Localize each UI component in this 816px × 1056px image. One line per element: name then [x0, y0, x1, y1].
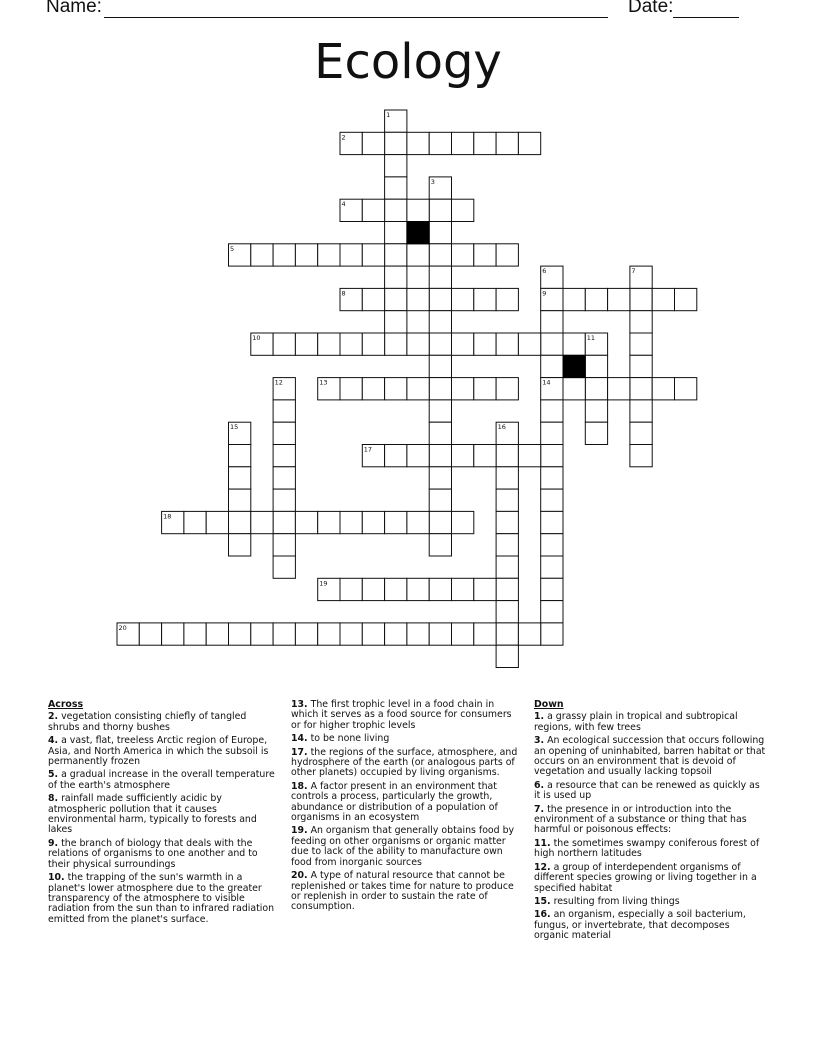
grid-cell[interactable] [541, 601, 563, 623]
clue-text: vegetation consisting chiefly of tangled shrubs and thorny bushes [48, 711, 247, 733]
grid-cell[interactable] [295, 333, 317, 355]
clue-item [534, 805, 766, 836]
clue-text: resulting from living things [553, 895, 680, 907]
clue-number: 5. [48, 769, 59, 781]
grid-cell[interactable] [273, 489, 295, 511]
grid-cell[interactable] [496, 288, 518, 310]
clue-text: an organism, especially a soil bacterium, fungus, or invertebrate, that decomposes organic material [534, 909, 746, 942]
name-label: Name: [46, 0, 102, 17]
cell-number: 10 [252, 334, 261, 342]
grid-cell[interactable] [608, 378, 630, 400]
grid-cell[interactable] [452, 132, 474, 154]
clue-item [48, 712, 280, 733]
grid-cell[interactable] [229, 489, 251, 511]
grid-cell[interactable] [362, 132, 384, 154]
date-label: Date: [628, 0, 674, 17]
grid-cell[interactable] [496, 534, 518, 556]
grid-cell[interactable] [385, 132, 407, 154]
grid-cell[interactable] [273, 422, 295, 444]
grid-cell[interactable] [184, 623, 206, 645]
grid-cell[interactable] [496, 132, 518, 154]
clue-text: the branch of biology that deals with the relations of organisms to one another and to their physical surroundings [48, 837, 258, 870]
grid-cell[interactable] [362, 244, 384, 266]
clue-item [48, 736, 280, 767]
grid-cell[interactable] [429, 578, 451, 600]
grid-cell[interactable] [541, 445, 563, 467]
cell-number: 14 [542, 378, 551, 387]
grid-cell[interactable] [518, 333, 540, 355]
grid-cell[interactable] [407, 132, 429, 154]
grid-cell[interactable] [496, 333, 518, 355]
grid-cell[interactable] [541, 623, 563, 645]
grid-cell[interactable] [362, 511, 384, 533]
grid-cell[interactable] [385, 578, 407, 600]
grid-cell[interactable] [652, 378, 674, 400]
grid-cell[interactable] [295, 244, 317, 266]
grid-cell[interactable] [518, 623, 540, 645]
grid-cell[interactable] [273, 534, 295, 556]
grid-cell[interactable] [496, 244, 518, 266]
grid-cell[interactable] [474, 288, 496, 310]
grid-cell[interactable] [385, 333, 407, 355]
grid-cell[interactable] [541, 422, 563, 444]
clue-item [291, 734, 523, 744]
grid-cell[interactable] [541, 578, 563, 600]
clue-text: a resource that can be renewed as quickly as it is used up [534, 779, 760, 802]
grid-cell[interactable] [295, 511, 317, 533]
grid-cell[interactable] [429, 489, 451, 511]
grid-cell[interactable] [251, 623, 273, 645]
grid-cell[interactable] [675, 288, 697, 310]
grid-cell[interactable] [474, 244, 496, 266]
grid-cell[interactable] [429, 467, 451, 489]
grid-cell[interactable] [541, 311, 563, 333]
grid-cell[interactable] [251, 244, 273, 266]
grid-cell[interactable] [385, 378, 407, 400]
grid-cell[interactable] [362, 578, 384, 600]
clue-item [48, 794, 280, 836]
cell-number: 19 [319, 579, 328, 588]
grid-cell[interactable] [630, 311, 652, 333]
cell-number: 9 [542, 289, 547, 298]
clue-item [291, 748, 523, 779]
grid-cell[interactable] [585, 378, 607, 400]
down-clues [534, 700, 766, 945]
grid-cell[interactable] [474, 132, 496, 154]
grid-cell[interactable] [541, 556, 563, 578]
grid-cell[interactable] [429, 333, 451, 355]
grid-cell[interactable] [585, 400, 607, 422]
black-cell [407, 222, 429, 244]
grid-cell[interactable] [496, 645, 518, 667]
clue-item [291, 700, 523, 731]
grid-cell[interactable] [496, 489, 518, 511]
down-heading: Down [534, 699, 564, 710]
grid-cell[interactable] [251, 511, 273, 533]
grid-cell[interactable] [385, 244, 407, 266]
grid-cell[interactable] [474, 378, 496, 400]
clue-item [534, 712, 766, 733]
grid-cell[interactable] [407, 578, 429, 600]
clue-number: 19. [291, 825, 308, 837]
grid-cell[interactable] [385, 445, 407, 467]
clue-number: 6. [534, 779, 545, 791]
clue-item [534, 897, 766, 907]
grid-cell[interactable] [340, 333, 362, 355]
cell-number: 15 [230, 423, 239, 432]
across-clues [48, 700, 280, 928]
grid-cell[interactable] [496, 556, 518, 578]
grid-cell[interactable] [474, 333, 496, 355]
clue-text: The first trophic level in a food chain in which it serves as a food source for consumers or for higher trophic levels [291, 699, 512, 731]
grid-cell[interactable] [452, 244, 474, 266]
grid-cell[interactable] [340, 578, 362, 600]
grid-cell[interactable] [229, 534, 251, 556]
grid-cell[interactable] [474, 578, 496, 600]
grid-cell[interactable] [429, 199, 451, 221]
grid-cell[interactable] [541, 400, 563, 422]
grid-cell[interactable] [229, 467, 251, 489]
grid-cell[interactable] [630, 333, 652, 355]
clue-number: 11. [534, 837, 551, 849]
clue-item [534, 736, 766, 778]
grid-cell[interactable] [630, 400, 652, 422]
grid-cell[interactable] [585, 422, 607, 444]
grid-cell[interactable] [184, 511, 206, 533]
grid-cell[interactable] [496, 601, 518, 623]
grid-cell[interactable] [608, 288, 630, 310]
clue-text: An ecological succession that occurs following an opening of uninhabited, barren habitat or that occurs on an environment that is devoid of vegetation and usually lacking topsoil [534, 735, 766, 778]
grid-cell[interactable] [429, 623, 451, 645]
grid-cell[interactable] [429, 266, 451, 288]
grid-cell[interactable] [429, 311, 451, 333]
grid-cell[interactable] [273, 244, 295, 266]
grid-cell[interactable] [541, 467, 563, 489]
clue-text: A factor present in an environment that controls a process, particularly the growth, abundance or distribution of a population of organisms in an ecosystem [291, 780, 498, 824]
cell-number: 20 [118, 623, 127, 632]
grid-cell[interactable] [340, 244, 362, 266]
grid-cell[interactable] [496, 378, 518, 400]
grid-cell[interactable] [518, 445, 540, 467]
grid-cell[interactable] [407, 511, 429, 533]
grid-cell[interactable] [318, 511, 340, 533]
grid-cell[interactable] [340, 623, 362, 645]
grid-cell[interactable] [385, 266, 407, 288]
grid-cell[interactable] [585, 288, 607, 310]
page-title: Ecology [314, 34, 502, 90]
grid-cell[interactable] [273, 445, 295, 467]
grid-cell[interactable] [496, 467, 518, 489]
clue-text: a vast, flat, treeless Arctic region of Europe, Asia, and North America in which the subsoil is permanently frozen [48, 735, 269, 768]
clue-text: rainfall made sufficiently acidic by atmospheric pollution that it causes environmental harm, typically to forests and lakes [48, 793, 257, 836]
cell-number: 17 [363, 445, 373, 454]
grid-cell[interactable] [318, 244, 340, 266]
grid-cell[interactable] [474, 623, 496, 645]
clue-number: 18. [291, 780, 308, 792]
grid-cell[interactable] [452, 288, 474, 310]
clue-number: 7. [534, 803, 545, 815]
grid-cell[interactable] [407, 333, 429, 355]
cell-number: 12 [274, 378, 283, 387]
grid-cell[interactable] [385, 199, 407, 221]
grid-cell[interactable] [273, 467, 295, 489]
grid-cell[interactable] [675, 378, 697, 400]
grid-cell[interactable] [340, 378, 362, 400]
grid-cell[interactable] [407, 199, 429, 221]
grid-cell[interactable] [452, 578, 474, 600]
grid-cell[interactable] [407, 378, 429, 400]
grid-cell[interactable] [318, 623, 340, 645]
grid-cell[interactable] [229, 445, 251, 467]
grid-cell[interactable] [474, 445, 496, 467]
clue-number: 14. [291, 733, 308, 745]
clue-number: 1. [534, 711, 545, 723]
cell-number: 11 [586, 334, 596, 342]
grid-cell[interactable] [429, 378, 451, 400]
cell-number: 3 [430, 177, 435, 186]
across-clues-continued [291, 700, 523, 916]
grid-cell[interactable] [362, 378, 384, 400]
grid-cell[interactable] [273, 511, 295, 533]
grid-cell[interactable] [630, 422, 652, 444]
grid-cell[interactable] [429, 288, 451, 310]
grid-cell[interactable] [407, 288, 429, 310]
clue-item [291, 782, 523, 824]
grid-cell[interactable] [385, 288, 407, 310]
grid-cell[interactable] [429, 222, 451, 244]
grid-cell[interactable] [496, 623, 518, 645]
grid-cell[interactable] [518, 132, 540, 154]
grid-cell[interactable] [541, 534, 563, 556]
grid-cell[interactable] [295, 623, 317, 645]
clue-item [291, 871, 523, 913]
grid-cell[interactable] [273, 623, 295, 645]
cell-number: 5 [230, 244, 235, 253]
across-heading: Across [48, 699, 84, 710]
clue-number: 9. [48, 837, 59, 849]
grid-cell[interactable] [429, 355, 451, 377]
grid-cell[interactable] [385, 177, 407, 199]
grid-cell[interactable] [385, 311, 407, 333]
clue-text: An organism that generally obtains food by feeding on other organisms or organic matter due to lack of the ability to manufacture own food from inorganic sources [291, 825, 515, 868]
clue-number: 3. [534, 735, 545, 747]
clue-text: to be none living [310, 733, 390, 745]
grid-cell[interactable] [429, 132, 451, 154]
clue-number: 13. [291, 699, 308, 710]
grid-cell[interactable] [496, 445, 518, 467]
clue-number: 17. [291, 746, 308, 758]
clue-item [534, 910, 766, 941]
clue-text: the regions of the surface, atmosphere, and hydrosphere of the earth (or analogous parts of other planets) occupied by living organisms. [291, 746, 518, 779]
clue-number: 2. [48, 711, 59, 723]
grid-cell[interactable] [429, 422, 451, 444]
clue-number: 10. [48, 872, 65, 884]
grid-cell[interactable] [452, 378, 474, 400]
grid-cell[interactable] [563, 333, 585, 355]
grid-cell[interactable] [541, 511, 563, 533]
grid-cell[interactable] [362, 199, 384, 221]
clue-item [534, 781, 766, 802]
grid-cell[interactable] [429, 445, 451, 467]
grid-cell[interactable] [496, 578, 518, 600]
grid-cell[interactable] [206, 623, 228, 645]
clue-number: 12. [534, 861, 551, 873]
clue-number: 20. [291, 870, 308, 882]
grid-cell[interactable] [340, 511, 362, 533]
clue-item [48, 873, 280, 925]
grid-cell[interactable] [229, 623, 251, 645]
grid-cell[interactable] [139, 623, 161, 645]
grid-cell[interactable] [630, 445, 652, 467]
clue-item [48, 839, 280, 870]
grid-cell[interactable] [318, 333, 340, 355]
clue-text: a gradual increase in the overall temperature of the earth's atmosphere [48, 769, 275, 791]
clue-text: the presence in or introduction into the environment of a substance or thing that has harmful or poisonous effects: [534, 803, 747, 836]
grid-cell[interactable] [385, 511, 407, 533]
grid-cell[interactable] [407, 445, 429, 467]
grid-cell[interactable] [429, 244, 451, 266]
grid-cell[interactable] [362, 623, 384, 645]
grid-cell[interactable] [385, 623, 407, 645]
clue-text: a group of interdependent organisms of different species growing or living together in a specified habitat [534, 861, 757, 894]
grid-cell[interactable] [563, 378, 585, 400]
grid-cell[interactable] [162, 623, 184, 645]
grid-cell[interactable] [273, 400, 295, 422]
grid-cell[interactable] [452, 333, 474, 355]
grid-cell[interactable] [273, 333, 295, 355]
clue-item [534, 839, 766, 860]
cell-number: 1 [386, 111, 391, 119]
grid-cell[interactable] [429, 511, 451, 533]
clue-text: the trapping of the sun's warmth in a planet's lower atmosphere due to the greater transparency of the atmosphere to visible radiation from the sun than to infrared radiation emitted from the planet's surface. [48, 872, 275, 925]
clue-item [534, 863, 766, 894]
clue-number: 8. [48, 793, 59, 805]
cell-number: 2 [341, 133, 346, 142]
cell-number: 7 [631, 267, 636, 276]
cell-number: 16 [497, 423, 506, 432]
grid-cell[interactable] [630, 355, 652, 377]
clue-number: 15. [534, 895, 551, 907]
grid-cell[interactable] [452, 199, 474, 221]
grid-cell[interactable] [452, 623, 474, 645]
cell-number: 4 [341, 200, 346, 209]
grid-cell[interactable] [630, 288, 652, 310]
clue-number: 16. [534, 909, 551, 921]
grid-cell[interactable] [362, 333, 384, 355]
grid-cell[interactable] [229, 511, 251, 533]
grid-cell[interactable] [541, 489, 563, 511]
clue-number: 4. [48, 735, 59, 747]
grid-cell[interactable] [206, 511, 228, 533]
grid-cell[interactable] [385, 222, 407, 244]
grid-cell[interactable] [630, 378, 652, 400]
grid-cell[interactable] [407, 244, 429, 266]
grid-cell[interactable] [563, 288, 585, 310]
grid-cell[interactable] [407, 623, 429, 645]
clue-item [48, 770, 280, 791]
grid-cell[interactable] [429, 534, 451, 556]
grid-cell[interactable] [452, 445, 474, 467]
grid-cell[interactable] [496, 511, 518, 533]
grid-cell[interactable] [385, 155, 407, 177]
black-cell [563, 355, 585, 377]
grid-cell[interactable] [452, 511, 474, 533]
grid-cell[interactable] [541, 333, 563, 355]
clue-text: the sometimes swampy coniferous forest of high northern latitudes [534, 837, 760, 860]
clue-text: a grassy plain in tropical and subtropical regions, with few trees [534, 711, 738, 733]
grid-cell[interactable] [429, 400, 451, 422]
cell-number: 13 [319, 378, 328, 387]
cell-number: 18 [163, 512, 172, 521]
grid-cell[interactable] [585, 355, 607, 377]
grid-cell[interactable] [362, 288, 384, 310]
grid-cell[interactable] [652, 288, 674, 310]
cell-number: 6 [542, 267, 547, 276]
cell-number: 8 [341, 289, 346, 298]
grid-cell[interactable] [541, 355, 563, 377]
clue-text: A type of natural resource that cannot be replenished or takes time for nature to produce or replenish in order to sustain the rate of consumption. [291, 870, 514, 913]
clue-item [291, 826, 523, 868]
grid-cell[interactable] [273, 556, 295, 578]
